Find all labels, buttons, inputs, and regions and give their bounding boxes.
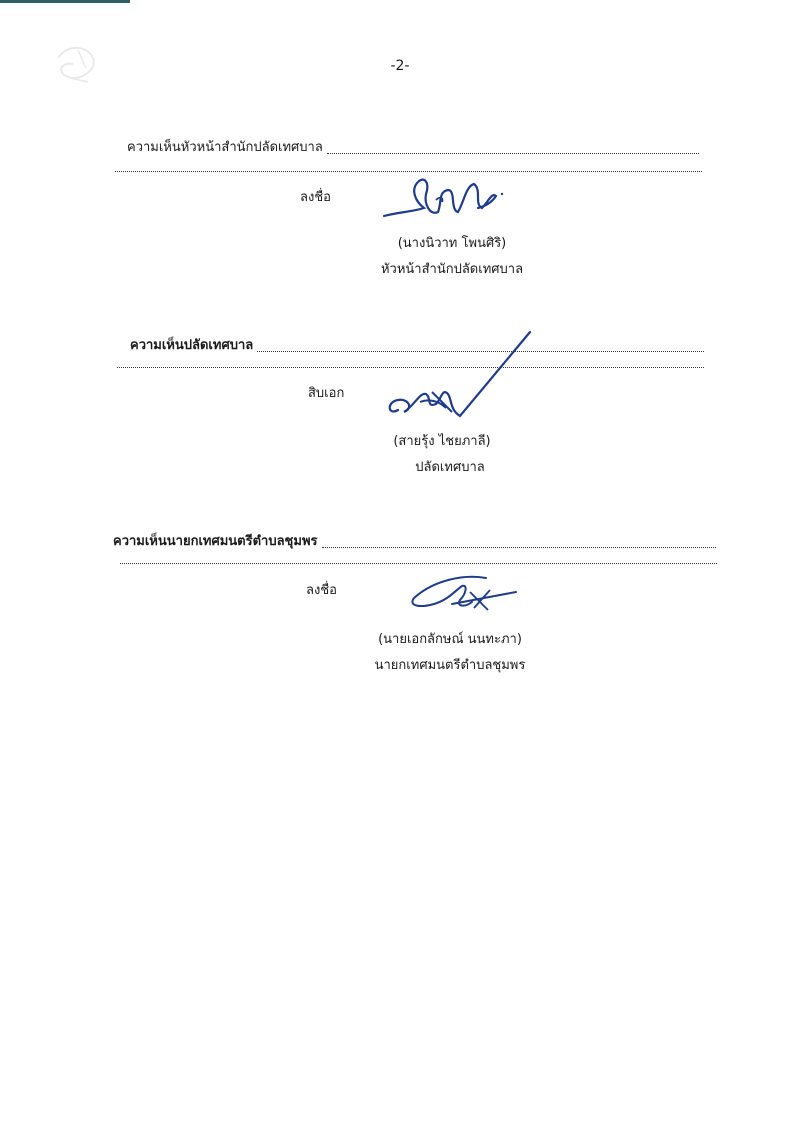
signature-mayor: [404, 570, 520, 614]
dotted-fill-line: [327, 152, 699, 154]
sign-label: สิบเอก: [308, 386, 345, 401]
page-number: -2-: [390, 58, 410, 74]
signer-name: (นายเอกลักษณ์ นนทะภา): [378, 632, 522, 647]
signer-name: (สายรุ้ง ไชยภาลี): [393, 434, 491, 449]
opinion-line-head-of-office: [127, 136, 699, 157]
scan-edge-mark: [0, 0, 130, 3]
dotted-fill-line: [322, 546, 717, 548]
dotted-fill-line: [120, 562, 717, 564]
sign-label: ลงชื่อ: [300, 190, 331, 205]
section-heading: ความเห็นนายกเทศมนตรีตำบลชุมพร: [113, 534, 318, 549]
opinion-line-mayor: [113, 530, 716, 551]
sign-label: ลงชื่อ: [306, 583, 337, 598]
section-heading: ความเห็นหัวหน้าสำนักปลัดเทศบาล: [127, 140, 323, 155]
signer-title: หัวหน้าสำนักปลัดเทศบาล: [380, 262, 524, 277]
signer-title: ปลัดเทศบาล: [415, 460, 485, 475]
signer-name: (นางนิวาท โพนศิริ): [397, 236, 507, 251]
signature-municipal-clerk: [380, 328, 540, 424]
signature-head-of-office: [378, 172, 508, 224]
signer-title: นายกเทศมนตรีตำบลชุมพร: [374, 658, 526, 673]
section-heading: ความเห็นปลัดเทศบาล: [130, 338, 254, 353]
